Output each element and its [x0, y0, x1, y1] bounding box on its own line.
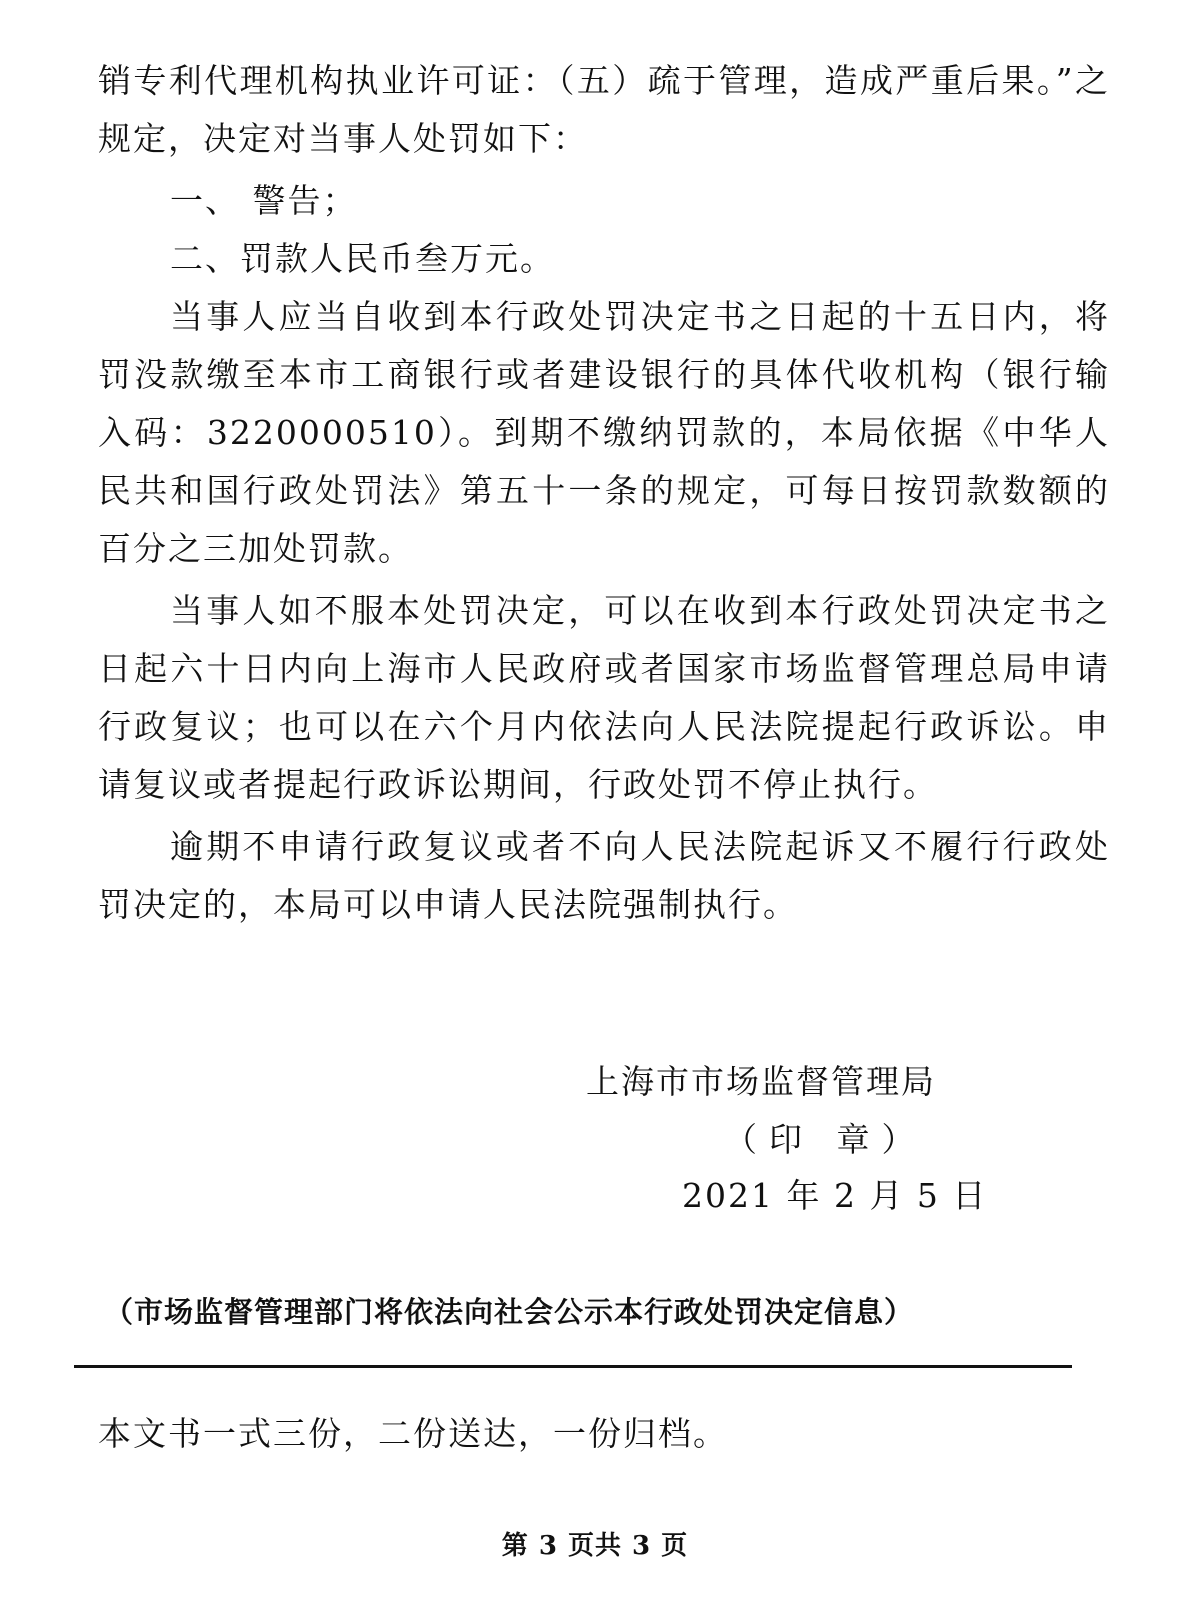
separator-line — [74, 1365, 1072, 1368]
paragraph-enforcement: 逾期不申请行政复议或者不向人民法院起诉又不履行行政处罚决定的，本局可以申请人民法院强制执行。 — [98, 827, 1110, 924]
issue-date: 2021 年 2 月 5 日 — [682, 1176, 988, 1215]
paragraph-payment-terms: 当事人应当自收到本行政处罚决定书之日起的十五日内，将罚没款缴至本市工商银行或者建设银行的具体代收机构（银行输入码：3220000510）。到期不缴纳罚款的，本局依据《中华人民共和国行政处罚法》第五十一条的规定，可每日按罚款数额的百分之三加处罚款。 — [98, 297, 1110, 568]
paragraph-appeal-rights: 当事人如不服本处罚决定，可以在收到本行政处罚决定书之日起六十日内向上海市人民政府或者国家市场监督管理总局申请行政复议；也可以在六个月内依法向人民法院提起行政诉讼。申请复议或者提起行政诉讼期间，行政处罚不停止执行。 — [98, 591, 1110, 804]
copies-note: 本文书一式三份，二份送达，一份归档。 — [98, 1414, 728, 1453]
paragraph-decision-basis: 销专利代理机构执业许可证：（五）疏于管理，造成严重后果。”之规定，决定对当事人处罚如下： — [98, 61, 1110, 158]
penalty-item-warning: 一、 警告； — [170, 181, 358, 220]
penalty-item-fine: 二、罚款人民币叁万元。 — [170, 239, 555, 278]
issuing-authority: 上海市市场监督管理局 — [586, 1062, 936, 1101]
page-number: 第 3 页共 3 页 — [501, 1531, 689, 1561]
seal-placeholder: （印 章） — [724, 1120, 927, 1159]
publicity-notice: （市场监督管理部门将依法向社会公示本行政处罚决定信息） — [104, 1295, 915, 1329]
